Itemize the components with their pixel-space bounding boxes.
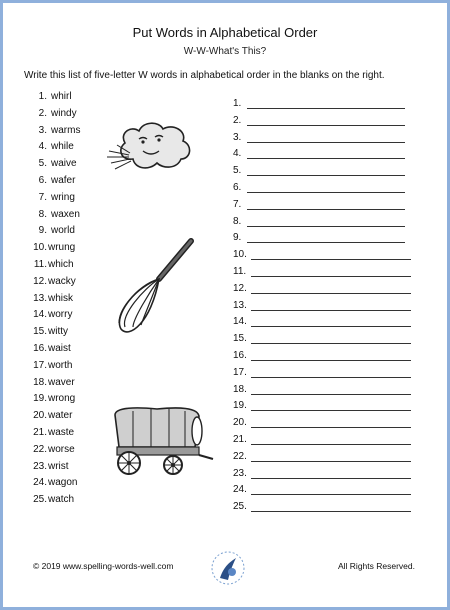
word-list-item	[25, 307, 80, 324]
blank-number: 12.	[233, 282, 247, 294]
word-text: world	[51, 225, 75, 237]
blank-number: 16.	[233, 349, 247, 361]
blank-number: 20.	[233, 417, 247, 429]
word-number: 24.	[33, 477, 47, 489]
word-number: 16.	[33, 342, 47, 354]
word-number: 12.	[33, 275, 47, 287]
word-list-item	[25, 475, 80, 492]
blank-number: 6.	[233, 181, 242, 193]
answer-blank-row	[233, 348, 247, 365]
blank-number: 19.	[233, 400, 247, 412]
answer-line[interactable]	[247, 242, 405, 243]
word-number: 8.	[38, 208, 47, 220]
answer-blank-row	[233, 96, 247, 113]
blank-number: 17.	[233, 366, 247, 378]
word-text: wring	[51, 191, 75, 203]
word-list	[25, 89, 80, 509]
answer-blank-row	[233, 113, 247, 130]
answer-blank-row	[233, 197, 247, 214]
answer-line[interactable]	[251, 494, 411, 495]
word-text: wrist	[48, 460, 69, 472]
answer-blank-row	[233, 247, 247, 264]
worksheet-instructions: Write this list of five-letter W words in alphabetical order in the blanks on the right.	[24, 70, 385, 81]
word-list-item	[25, 492, 80, 509]
word-number: 22.	[33, 443, 47, 455]
whisk-icon	[107, 235, 199, 339]
answer-blank-row	[233, 365, 247, 382]
blank-number: 23.	[233, 467, 247, 479]
word-number: 25.	[33, 494, 47, 506]
word-list-item	[25, 274, 80, 291]
word-text: waver	[48, 376, 75, 388]
word-number: 11.	[33, 258, 47, 270]
answer-blanks	[233, 96, 247, 516]
answer-blank-row	[233, 130, 247, 147]
word-list-item	[25, 207, 80, 224]
word-list-item	[25, 459, 80, 476]
word-list-item	[25, 223, 80, 240]
covered-wagon-icon	[107, 403, 217, 479]
answer-blank-row	[233, 163, 247, 180]
word-list-item	[25, 190, 80, 207]
word-list-item	[25, 240, 80, 257]
word-text: windy	[51, 107, 77, 119]
word-text: worse	[48, 443, 75, 455]
answer-line[interactable]	[251, 360, 411, 361]
word-list-item	[25, 173, 80, 190]
answer-blank-row	[233, 331, 247, 348]
blank-number: 4.	[233, 148, 242, 160]
word-number: 4.	[38, 141, 47, 153]
word-text: waive	[51, 158, 77, 170]
blank-number: 9.	[233, 232, 242, 244]
word-text: wafer	[51, 174, 76, 186]
answer-line[interactable]	[247, 175, 405, 176]
answer-line[interactable]	[251, 259, 411, 260]
word-number: 20.	[33, 410, 47, 422]
word-number: 3.	[38, 124, 47, 136]
answer-blank-row	[233, 449, 247, 466]
word-number: 6.	[38, 174, 47, 186]
word-list-item	[25, 391, 80, 408]
answer-blank-row	[233, 281, 247, 298]
word-text: witty	[48, 326, 68, 338]
word-number: 2.	[38, 107, 47, 119]
blank-number: 8.	[233, 215, 242, 227]
answer-blank-row	[233, 214, 247, 231]
answer-blank-row	[233, 415, 247, 432]
word-number: 14.	[33, 309, 47, 321]
word-number: 15.	[33, 326, 47, 338]
word-list-item	[25, 408, 80, 425]
word-text: whirl	[51, 91, 72, 102]
blank-number: 10.	[233, 249, 247, 261]
word-text: which	[48, 258, 74, 270]
answer-blank-row	[233, 499, 247, 516]
word-text: waist	[48, 342, 71, 354]
word-list-item	[25, 425, 80, 442]
word-list-item	[25, 291, 80, 308]
blank-number: 2.	[233, 114, 242, 126]
word-number: 9.	[38, 225, 47, 237]
blank-number: 21.	[233, 433, 247, 445]
word-number: 1.	[38, 91, 47, 102]
answer-blank-row	[233, 382, 247, 399]
word-list-item	[25, 123, 80, 140]
answer-line[interactable]	[247, 108, 405, 109]
blank-number: 18.	[233, 383, 247, 395]
answer-blank-row	[233, 398, 247, 415]
word-list-item	[25, 139, 80, 156]
blank-number: 3.	[233, 131, 242, 143]
blank-number: 1.	[233, 98, 242, 109]
answer-blank-row	[233, 298, 247, 315]
word-text: wrong	[48, 393, 76, 405]
word-text: while	[51, 141, 74, 153]
word-number: 13.	[33, 292, 47, 304]
word-number: 7.	[38, 191, 47, 203]
spelling-words-well-logo-icon	[208, 548, 248, 588]
word-list-item	[25, 324, 80, 341]
answer-blank-row	[233, 230, 247, 247]
answer-line[interactable]	[251, 410, 411, 411]
word-text: wacky	[48, 275, 76, 287]
rights-text: All Rights Reserved.	[337, 561, 415, 571]
word-text: wagon	[48, 477, 78, 489]
blank-number: 15.	[233, 333, 247, 345]
blank-number: 7.	[233, 198, 242, 210]
answer-line[interactable]	[247, 125, 405, 126]
word-list-item	[25, 89, 80, 106]
answer-line[interactable]	[251, 478, 411, 479]
blank-number: 13.	[233, 299, 247, 311]
blank-number: 11.	[233, 265, 247, 277]
blank-number: 24.	[233, 484, 247, 496]
answer-line[interactable]	[251, 427, 411, 428]
answer-line[interactable]	[251, 276, 411, 277]
word-text: warms	[51, 124, 81, 136]
blank-number: 22.	[233, 450, 247, 462]
blowing-wind-cloud-icon	[103, 115, 199, 179]
blank-number: 5.	[233, 165, 242, 177]
word-number: 23.	[33, 460, 47, 472]
worksheet-title: Put Words in Alphabetical Order	[132, 25, 318, 40]
answer-line[interactable]	[251, 461, 411, 462]
word-number: 18.	[33, 376, 47, 388]
word-number: 10.	[33, 242, 47, 254]
blank-number: 25.	[233, 501, 247, 513]
answer-line[interactable]	[247, 192, 405, 193]
word-text: waste	[48, 426, 75, 438]
word-text: water	[48, 410, 73, 422]
answer-blank-row	[233, 466, 247, 483]
answer-line[interactable]	[251, 293, 411, 294]
word-list-item	[25, 358, 80, 375]
word-text: waxen	[51, 208, 80, 220]
word-number: 17.	[33, 359, 47, 371]
blank-number: 14.	[233, 316, 247, 328]
answer-line[interactable]	[251, 310, 411, 311]
answer-line[interactable]	[247, 226, 405, 227]
answer-line[interactable]	[251, 343, 411, 344]
word-number: 19.	[33, 393, 47, 405]
word-text: worry	[48, 309, 73, 321]
word-list-item	[25, 442, 80, 459]
word-list-item	[25, 341, 80, 358]
worksheet-subtitle: W-W-What's This?	[183, 46, 267, 57]
word-list-item	[25, 156, 80, 173]
answer-line[interactable]	[247, 209, 405, 210]
answer-blank-row	[233, 180, 247, 197]
word-text: watch	[48, 494, 75, 506]
answer-line[interactable]	[251, 377, 411, 378]
answer-line[interactable]	[251, 326, 411, 327]
answer-blank-row	[233, 146, 247, 163]
answer-line[interactable]	[251, 394, 411, 395]
copyright-text: © 2019 www.spelling-words-well.com	[33, 561, 174, 571]
word-number: 21.	[33, 426, 47, 438]
answer-blank-row	[233, 314, 247, 331]
word-number: 5.	[38, 158, 47, 170]
answer-blank-row	[233, 482, 247, 499]
answer-line[interactable]	[247, 142, 405, 143]
answer-blank-row	[233, 432, 247, 449]
answer-line[interactable]	[251, 511, 411, 512]
answer-line[interactable]	[251, 444, 411, 445]
word-list-item	[25, 106, 80, 123]
answer-line[interactable]	[247, 158, 405, 159]
answer-blank-row	[233, 264, 247, 281]
word-text: whisk	[48, 292, 74, 304]
word-text: wrung	[48, 242, 76, 254]
word-list-item	[25, 257, 80, 274]
word-list-item	[25, 375, 80, 392]
word-text: worth	[48, 359, 73, 371]
